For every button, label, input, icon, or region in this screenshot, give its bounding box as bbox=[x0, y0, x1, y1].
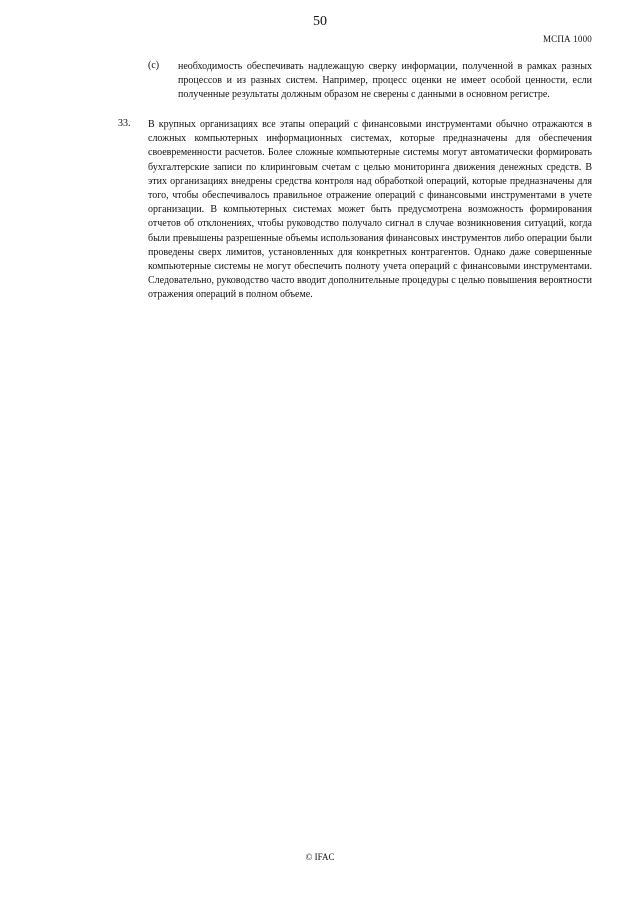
paragraph-33 bbox=[118, 118, 592, 303]
document-code: МСПА 1000 bbox=[542, 34, 592, 44]
paragraph-text: В крупных организациях все этапы операций с финансовыми инструментами обычно отражаются в сложных компьютерных информационных системах, которые предназначены для обеспечения своевременности расчетов. Более сложные компьютерные системы могут автоматически формировать бухгалтерские записи по клиринговым счетам с целью мониторинга движения денежных средств. В этих организациях внедрены средства контроля над обработкой операций, которые предназначены для того, чтобы обеспечивалось правильное отражение операций с финансовыми инструментами в учете организации. В компьютерных системах может быть предусмотрена возможность формирования отчетов об отклонениях, чтобы руководство получало сигнал в случае возникновения ситуаций, когда были превышены разрешенные объемы использования финансовых инструментов либо операции были проведены сверх лимитов, установленных для конкретных контрагентов. Однако даже совершенные компьютерные системы не могут обеспечить полноту учета операций с финансовыми инструментами. Следовательно, руководство часто вводит дополнительные процедуры с целью повышения вероятности отражения операций в полном объеме. bbox=[148, 119, 592, 301]
list-item-text: необходимость обеспечивать надлежащую сверку информации, полученной в рамках разных процессов и из разных систем. Например, процесс оценки не имеет особой ценности, если полученные результаты должным образом не сверены с данными в основном регистре. bbox=[178, 61, 592, 101]
paragraph-number: 33. bbox=[118, 118, 131, 129]
page-number: 50 bbox=[313, 14, 327, 29]
footer-copyright: © IFAC bbox=[305, 852, 335, 862]
list-item-c bbox=[148, 60, 592, 103]
list-item-label: (c) bbox=[148, 60, 160, 71]
